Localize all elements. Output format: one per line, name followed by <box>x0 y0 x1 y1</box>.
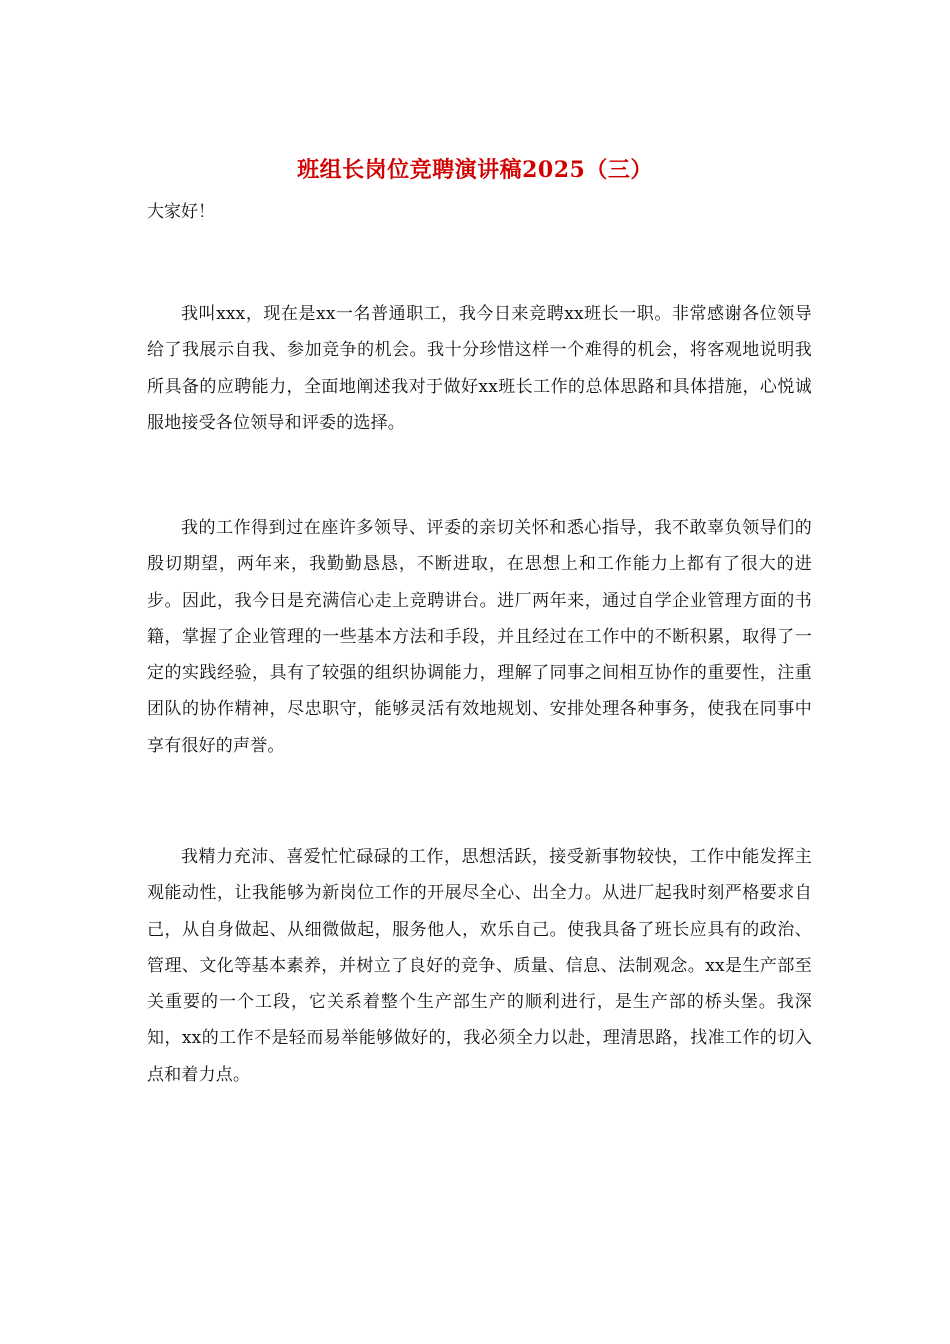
greeting-text: 大家好！ <box>147 202 215 222</box>
paragraph-2: 我的工作得到过在座许多领导、评委的亲切关怀和悉心指导，我不敢辜负领导们的殷切期望，两年来，我勤勤恳恳，不断进取，在思想上和工作能力上都有了很大的进步。因此，我今日是充满信心走上竞聘讲台。进厂两年来，通过自学企业管理方面的书籍，掌握了企业管理的一些基本方法和手段，并且经过在工作中的不断积累，取得了一定的实践经验，具有了较强的组织协调能力，理解了同事之间相互协作的重要性，注重团队的协作精神，尽忠职守，能够灵活有效地规划、安排处理各种事务，使我在同事中享有很好的声誉。 <box>147 518 812 756</box>
paragraph-1: 我叫xxx，现在是xx一名普通职工，我今日来竞聘xx班长一职。非常感谢各位领导给了我展示自我、参加竞争的机会。我十分珍惜这样一个难得的机会，将客观地说明我所具备的应聘能力，全面地阐述我对于做好xx班长工作的总体思路和具体措施，心悦诚服地接受各位领导和评委的选择。 <box>147 304 812 433</box>
document-title: 班组长岗位竞聘演讲稿2025（三） <box>297 157 653 183</box>
paragraph-3: 我精力充沛、喜爱忙忙碌碌的工作，思想活跃，接受新事物较快，工作中能发挥主观能动性，让我能够为新岗位工作的开展尽全心、出全力。从进厂起我时刻严格要求自己，从自身做起、从细微做起，服务他人，欢乐自己。使我具备了班长应具有的政治、管理、文化等基本素养，并树立了良好的竞争、质量、信息、法制观念。xx是生产部至关重要的一个工段，它关系着整个生产部生产的顺利进行，是生产部的桥头堡。我深知，xx的工作不是轻而易举能够做好的，我必须全力以赴，理清思路，找准工作的切入点和着力点。 <box>147 847 812 1085</box>
